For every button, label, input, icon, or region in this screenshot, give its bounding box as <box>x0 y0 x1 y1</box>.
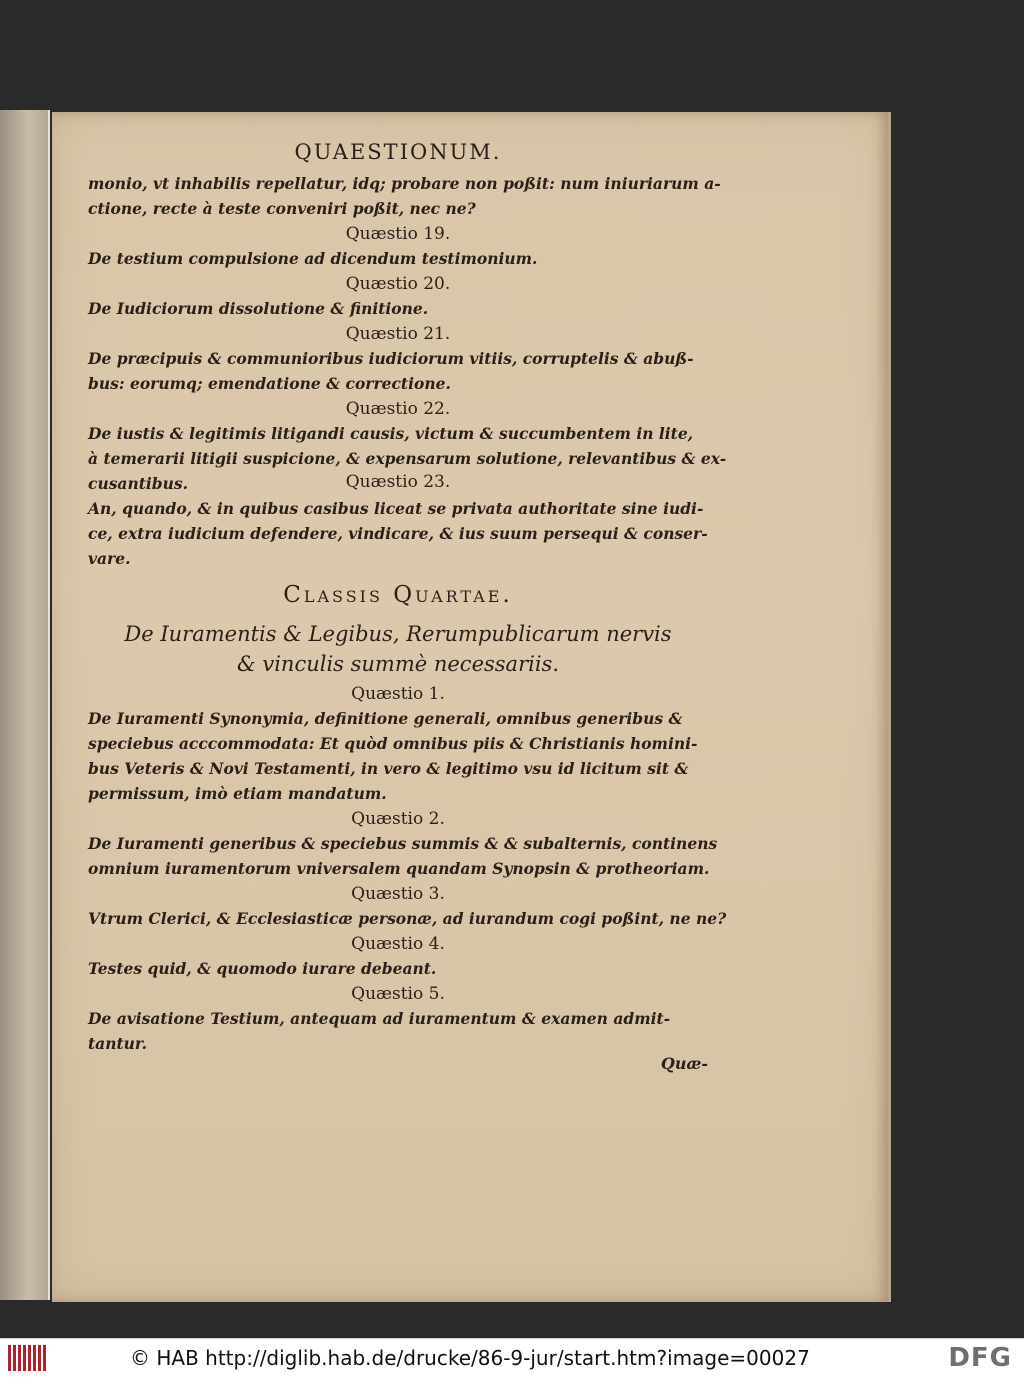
copyright-link[interactable]: © HAB http://diglib.hab.de/drucke/86-9-jur/start.htm?image=00027 <box>130 1346 810 1370</box>
text-line: tantur. <box>88 1034 148 1053</box>
text-line: De Iuramenti Synonymia, definitione generali, omnibus generibus & <box>88 709 683 728</box>
dfg-logo: DFG <box>948 1343 1012 1373</box>
question-heading: Quæstio 3. <box>351 884 445 904</box>
text-line: ctione, recte à teste conveniri poßit, nec ne? <box>88 199 476 218</box>
text-line: bus Veteris & Novi Testamenti, in vero & legitimo vsu id licitum sit & <box>88 759 689 778</box>
class-title: Classis Quartae. <box>283 582 513 608</box>
book-page <box>52 112 891 1302</box>
question-heading: Quæstio 5. <box>351 984 445 1004</box>
question-heading: Quæstio 20. <box>345 274 451 294</box>
text-line: vare. <box>88 549 131 568</box>
question-heading: Quæstio 23. <box>345 472 451 492</box>
class-subtitle-line-1: De Iuramentis & Legibus, Rerumpublicarum nervis <box>124 622 672 646</box>
question-heading: Quæstio 19. <box>345 224 451 244</box>
viewer-footer <box>0 1338 1024 1378</box>
question-heading: Quæstio 4. <box>351 934 445 954</box>
text-line: De testium compulsione ad dicendum testimonium. <box>88 249 538 268</box>
text-line: De avisatione Testium, antequam ad iuramentum & examen admit- <box>88 1009 671 1028</box>
previous-page-edge <box>0 110 50 1300</box>
question-heading: Quæstio 2. <box>351 809 445 829</box>
text-line: omnium iuramentorum vniversalem quandam Synopsin & protheoriam. <box>88 859 710 878</box>
text-line: Testes quid, & quomodo iurare debeant. <box>88 959 437 978</box>
text-line: De Iudiciorum dissolutione & finitione. <box>88 299 429 318</box>
text-line: à temerarii litigii suspicione, & expensarum solutione, relevantibus & ex- <box>88 449 727 468</box>
text-line: De præcipuis & communioribus iudiciorum vitiis, corruptelis & abuß- <box>88 349 694 368</box>
text-line: An, quando, & in quibus casibus liceat se privata authoritate sine iudi- <box>88 499 704 518</box>
text-line: monio, vt inhabilis repellatur, idq; probare non poßit: num iniuriarum a- <box>88 174 721 193</box>
text-line: cusantibus. <box>88 474 189 493</box>
text-line: De iustis & legitimis litigandi causis, victum & succumbentem in lite, <box>88 424 694 443</box>
class-subtitle-line-2: & vinculis summè necessariis. <box>236 652 559 676</box>
running-header: QUAESTIONUM. <box>294 140 502 164</box>
question-heading: Quæstio 1. <box>351 684 445 704</box>
text-line: De Iuramenti generibus & speciebus summis & & subalternis, continens <box>88 834 718 853</box>
text-line: Vtrum Clerici, & Ecclesiasticæ personæ, ad iurandum cogi poßint, ne ne? <box>88 909 727 928</box>
text-line: permissum, imò etiam mandatum. <box>88 784 387 803</box>
question-heading: Quæstio 21. <box>345 324 451 344</box>
text-line: speciebus acccommodata: Et quòd omnibus piis & Christianis homini- <box>88 734 698 753</box>
text-line: ce, extra iudicium defendere, vindicare, & ius suum persequi & conser- <box>88 524 708 543</box>
hab-logo-icon <box>8 1345 46 1371</box>
text-line: bus: eorumq; emendatione & correctione. <box>88 374 451 393</box>
question-heading: Quæstio 22. <box>345 399 451 419</box>
catchword: Quæ- <box>660 1054 708 1073</box>
